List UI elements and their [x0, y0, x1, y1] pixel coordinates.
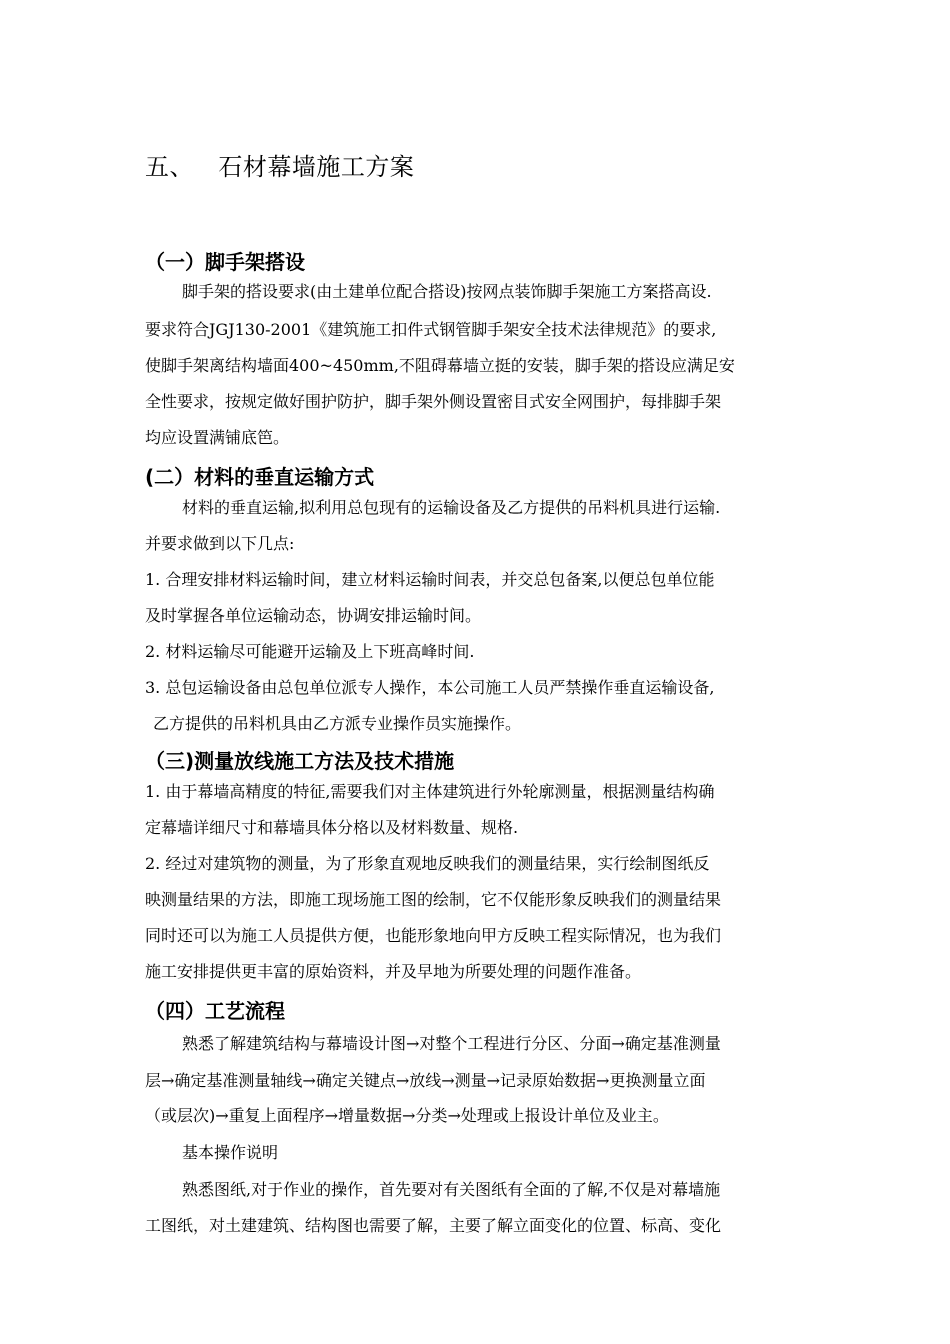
- paragraph-line: 脚手架的搭设要求(由土建单位配合搭设)按网点装饰脚手架施工方案搭高设.: [182, 282, 712, 301]
- list-item-line: 同时还可以为施工人员提供方便，也能形象地向甲方反映工程实际情况，也为我们: [145, 926, 722, 945]
- paragraph-line: 均应设置满铺底笆。: [145, 428, 290, 447]
- list-item-line: 及时掌握各单位运输动态，协调安排运输时间。: [145, 606, 482, 625]
- paragraph-line: （或层次)→重复上面程序→增量数据→分类→处理或上报设计单位及业主。: [145, 1106, 669, 1125]
- subheading-line: 基本操作说明: [182, 1143, 279, 1162]
- paragraph-line: 材料的垂直运输,拟利用总包现有的运输设备及乙方提供的吊料机具进行运输.: [182, 498, 721, 517]
- list-item-line: 映测量结果的方法，即施工现场施工图的绘制，它不仅能形象反映我们的测量结果: [145, 890, 722, 909]
- list-item-line: 施工安排提供更丰富的原始资料，并及早地为所要处理的问题作准备。: [145, 962, 642, 981]
- list-item-line: 3. 总包运输设备由总包单位派专人操作，本公司施工人员严禁操作垂直运输设备,: [145, 678, 715, 697]
- paragraph-line: 并要求做到以下几点:: [145, 534, 295, 553]
- paragraph-line: 全性要求，按规定做好围护防护，脚手架外侧设置密目式安全网围护，每排脚手架: [145, 392, 722, 411]
- list-item-line: 2. 经过对建筑物的测量，为了形象直观地反映我们的测量结果，实行绘制图纸反: [145, 854, 710, 873]
- list-item-line: 乙方提供的吊料机具由乙方派专业操作员实施操作。: [153, 714, 522, 733]
- list-item-line: 定幕墙详细尺寸和幕墙具体分格以及材料数量、规格.: [145, 818, 519, 837]
- paragraph-line: 熟悉了解建筑结构与幕墙设计图→对整个工程进行分区、分面→确定基准测量: [182, 1034, 721, 1053]
- list-item-line: 1. 合理安排材料运输时间，建立材料运输时间表，并交总包备案,以便总包单位能: [145, 570, 715, 589]
- section-heading-process-flow: （四）工艺流程: [145, 999, 285, 1023]
- paragraph-line: 层→确定基准测量轴线→确定关键点→放线→测量→记录原始数据→更换测量立面: [145, 1071, 706, 1090]
- section-heading-scaffolding: （一）脚手架搭设: [145, 250, 305, 274]
- paragraph-line: 熟悉图纸,对于作业的操作，首先要对有关图纸有全面的了解,不仅是对幕墙施: [182, 1180, 721, 1199]
- list-item-line: 1. 由于幕墙高精度的特征,需要我们对主体建筑进行外轮廓测量，根据测量结构确: [145, 782, 715, 801]
- list-item-line: 2. 材料运输尽可能避开运输及上下班高峰时间.: [145, 642, 475, 661]
- section-heading-vertical-transport: (二）材料的垂直运输方式: [145, 465, 375, 489]
- document-title: 五、 石材幕墙施工方案: [145, 153, 415, 181]
- section-heading-surveying: （三)测量放线施工方法及技术措施: [145, 749, 455, 773]
- paragraph-line: 使脚手架离结构墙面400~450mm,不阻碍幕墙立挺的安装，脚手架的搭设应满足安: [145, 356, 735, 375]
- paragraph-line: 工图纸，对土建建筑、结构图也需要了解，主要了解立面变化的位置、标高、变化: [145, 1216, 722, 1235]
- paragraph-line: 要求符合JGJ130-2001《建筑施工扣件式钢管脚手架安全技术法律规范》的要求,: [145, 320, 717, 339]
